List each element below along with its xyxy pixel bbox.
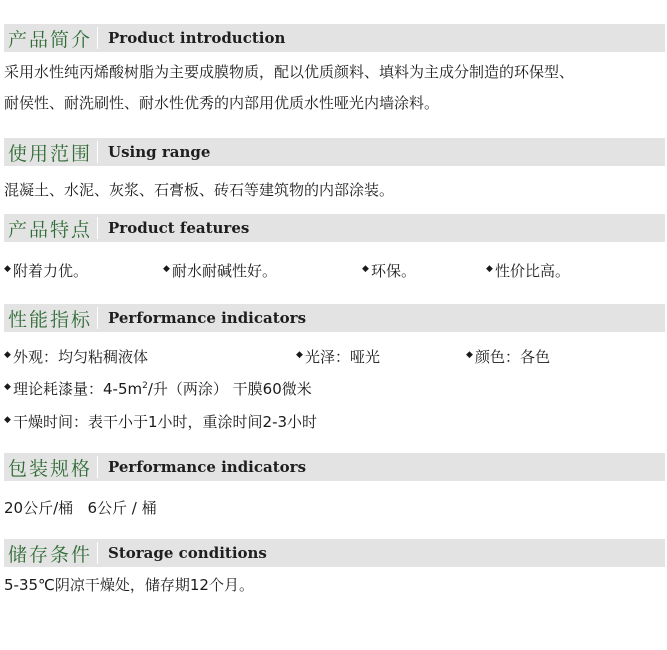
section-title-en: Using range bbox=[108, 143, 211, 161]
section-title-en: Product introduction bbox=[108, 29, 286, 47]
section-header bbox=[4, 304, 665, 332]
section-title-cn: 储存条件 bbox=[4, 539, 98, 567]
coverage-superscript: 2 bbox=[142, 380, 148, 391]
section-storage-conditions bbox=[0, 539, 667, 567]
section-header bbox=[4, 453, 665, 481]
section-using-range bbox=[0, 138, 667, 166]
feature-text: 性价比高。 bbox=[495, 261, 571, 280]
section-product-features bbox=[0, 214, 667, 242]
intro-line-1: 采用水性纯丙烯酸树脂为主要成膜物质，配以优质颜料、填料为主成分制造的环保型、 bbox=[4, 63, 575, 81]
feature-item bbox=[362, 256, 416, 284]
section-title-en: Performance indicators bbox=[108, 458, 307, 476]
bullet-diamond-icon: ◆ bbox=[296, 350, 303, 360]
gloss-text: 光泽：哑光 bbox=[305, 347, 381, 366]
section-title-cn: 产品简介 bbox=[4, 24, 98, 52]
performance-item bbox=[4, 342, 148, 370]
section-packaging bbox=[0, 453, 667, 481]
section-header bbox=[4, 214, 665, 242]
section-performance-indicators bbox=[0, 304, 667, 332]
feature-item bbox=[163, 256, 277, 284]
feature-item bbox=[486, 256, 570, 284]
section-title-en: Storage conditions bbox=[108, 544, 267, 562]
packaging-text: 20公斤/桶 6公斤 / 桶 bbox=[4, 499, 157, 517]
bullet-diamond-icon: ◆ bbox=[163, 264, 170, 274]
bullet-diamond-icon: ◆ bbox=[466, 350, 473, 360]
performance-item bbox=[466, 342, 550, 370]
bullet-diamond-icon: ◆ bbox=[4, 264, 11, 274]
coverage-text bbox=[13, 378, 312, 399]
section-title-en: Product features bbox=[108, 219, 250, 237]
performance-row-1 bbox=[0, 342, 667, 370]
bullet-diamond-icon: ◆ bbox=[4, 415, 11, 425]
section-header bbox=[4, 539, 665, 567]
performance-item bbox=[4, 374, 312, 402]
section-header bbox=[4, 138, 665, 166]
appearance-text: 外观：均匀粘稠液体 bbox=[13, 347, 149, 366]
drying-time-text: 干燥时间：表干小于1小时，重涂时间2-3小时 bbox=[13, 412, 318, 431]
bullet-diamond-icon: ◆ bbox=[4, 382, 11, 392]
range-text: 混凝土、水泥、灰浆、石膏板、砖石等建筑物的内部涂装。 bbox=[4, 181, 395, 199]
feature-text: 环保。 bbox=[371, 261, 417, 280]
section-product-introduction bbox=[0, 24, 667, 52]
section-title-cn: 产品特点 bbox=[4, 214, 98, 242]
section-title-cn: 使用范围 bbox=[4, 138, 98, 166]
performance-item bbox=[4, 407, 317, 435]
feature-text: 耐水耐碱性好。 bbox=[172, 261, 278, 280]
bullet-diamond-icon: ◆ bbox=[486, 264, 493, 274]
features-row bbox=[0, 256, 667, 284]
section-title-cn: 包装规格 bbox=[4, 453, 98, 481]
coverage-suffix: /升（两涂） 干膜60微米 bbox=[147, 379, 312, 398]
section-header bbox=[4, 24, 665, 52]
bullet-diamond-icon: ◆ bbox=[4, 350, 11, 360]
feature-item bbox=[4, 256, 88, 284]
intro-line-2: 耐侯性、耐洗刷性、耐水性优秀的内部用优质水性哑光内墙涂料。 bbox=[4, 94, 440, 112]
feature-text: 附着力优。 bbox=[13, 261, 89, 280]
performance-item bbox=[296, 342, 380, 370]
section-title-en: Performance indicators bbox=[108, 309, 307, 327]
storage-text: 5-35℃阴凉干燥处，储存期12个月。 bbox=[4, 576, 254, 594]
color-text: 颜色：各色 bbox=[475, 347, 551, 366]
section-title-cn: 性能指标 bbox=[4, 304, 98, 332]
coverage-prefix: 理论耗漆量：4-5m bbox=[13, 379, 143, 398]
bullet-diamond-icon: ◆ bbox=[362, 264, 369, 274]
